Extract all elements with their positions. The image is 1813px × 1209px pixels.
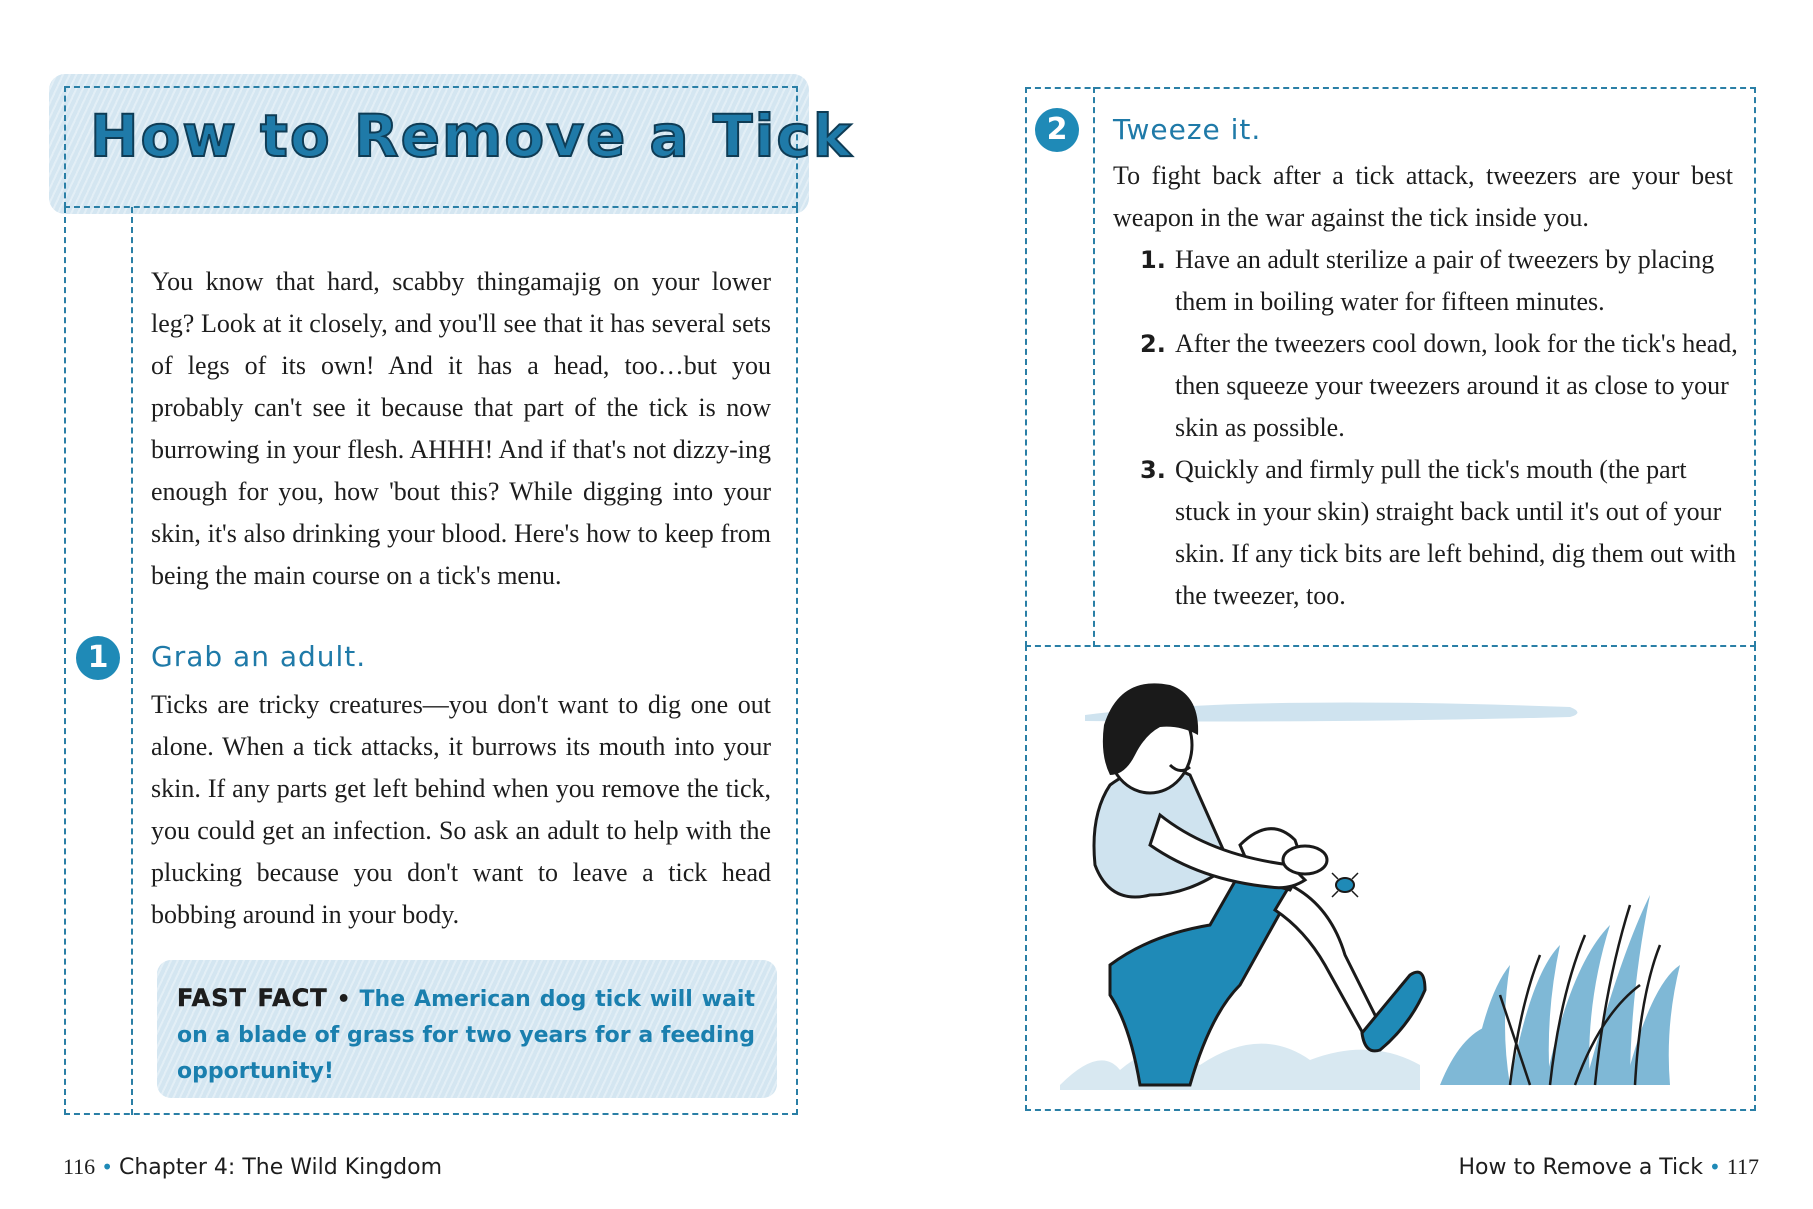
page-title: How to Remove a Tick xyxy=(90,102,854,170)
list-item-number: 3. xyxy=(1140,456,1166,484)
step-1-badge: 1 xyxy=(76,636,120,680)
footer-bullet-right: • xyxy=(1709,1155,1721,1179)
list-item xyxy=(1140,239,1740,323)
list-item-text: After the tweezers cool down, look for the tick's head, then squeeze your tweezers around it as close to your skin as possible. xyxy=(1175,329,1738,442)
step-2-heading: Tweeze it. xyxy=(1113,113,1262,146)
list-item-number: 1. xyxy=(1140,246,1166,274)
intro-paragraph: You know that hard, scabby thingamajig on your lower leg? Look at it closely, and you'll see that it has several sets of legs of its own! And it has a head, too…but you probably can't see it because that part of the tick is now burrowing in your flesh. AHHH! And if that's not dizzy-ing enough for you, how 'bout this? While digging into your skin, it's also drinking your blood. Here's how to keep from being the main course on a tick's menu. xyxy=(151,267,771,590)
page-number-left: 116 xyxy=(63,1154,96,1179)
boy-removing-tick-illustration xyxy=(1040,665,1745,1100)
chapter-label: Chapter 4: The Wild Kingdom xyxy=(118,1155,443,1180)
list-item-text: Have an adult sterilize a pair of tweezers by placing them in boiling water for fifteen minutes. xyxy=(1175,245,1715,316)
right-footer xyxy=(1458,1154,1759,1180)
step-1-heading: Grab an adult. xyxy=(151,640,367,673)
running-title: How to Remove a Tick xyxy=(1458,1155,1704,1180)
fast-fact-bullet: • xyxy=(336,987,351,1012)
right-margin-rule xyxy=(1093,87,1095,647)
page-number-right: 117 xyxy=(1726,1154,1759,1179)
fast-fact-text xyxy=(177,980,755,1090)
step-2-body: To fight back after a tick attack, tweezers are your best weapon in the war against the tick inside you. xyxy=(1113,161,1733,232)
left-footer xyxy=(63,1154,442,1180)
left-margin-rule xyxy=(131,207,133,1115)
list-item xyxy=(1140,323,1740,449)
step-2-badge: 2 xyxy=(1035,108,1079,152)
fast-fact-body: The American dog tick will wait on a blade of grass for two years for a feeding opportunity! xyxy=(177,987,755,1084)
list-item-text: Quickly and firmly pull the tick's mouth (the part stuck in your skin) straight back until it's out of your skin. If any tick bits are left behind, dig them out with the tweezer, too. xyxy=(1175,455,1737,610)
list-item-number: 2. xyxy=(1140,330,1166,358)
fast-fact-box xyxy=(157,960,777,1098)
list-item xyxy=(1140,449,1740,617)
fast-fact-label: FAST FACT xyxy=(177,984,328,1012)
footer-bullet-left: • xyxy=(101,1155,113,1179)
step-1-body: Ticks are tricky creatures—you don't want to dig one out alone. When a tick attacks, it burrows its mouth into your skin. If any parts get left behind when you remove the tick, you could get an infection. So ask an adult to help with the plucking because you don't want to leave a tick head bobbing around in your body. xyxy=(151,690,771,929)
tweeze-steps-list xyxy=(1140,239,1740,617)
